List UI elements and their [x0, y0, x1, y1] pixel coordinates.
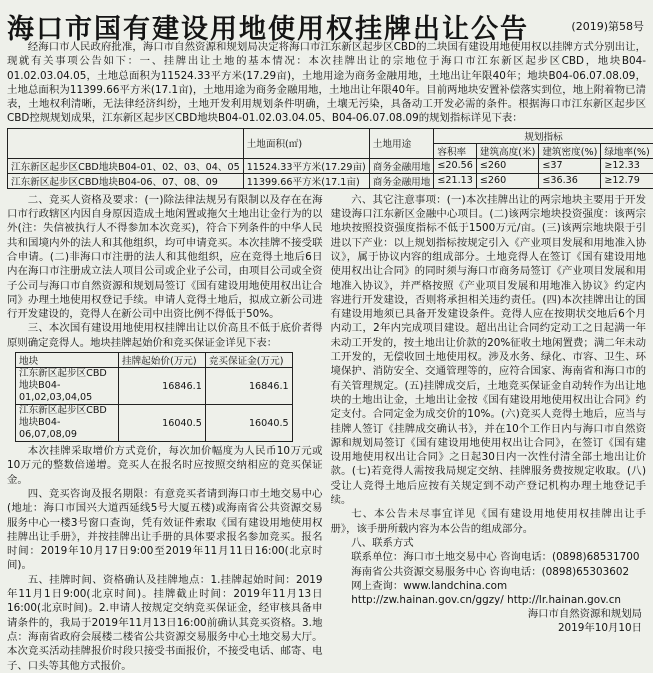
table-cell: ≤260	[476, 173, 538, 188]
website-line-2[interactable]: http://zw.hainan.gov.cn/ggzy/ http://lr.hainan.gov.cn	[331, 593, 647, 607]
table-header-cell: 容积率	[434, 143, 477, 158]
table-header-cell: 建筑密度(%)	[539, 143, 601, 158]
table-cell: 16846.1	[205, 368, 292, 405]
table-row	[16, 368, 293, 405]
section-5: 五、挂牌时间、资格确认及挂牌地点：1.挂牌起始时间：2019年11月1日9:00(北京时间)。挂牌截止时间：2019年11月13日16:00(北京时间)。2.申请人按规定交纳竞买保证金，经审核具备申请条件的，我局于2019年11月13日16:00前确认其竞买资格。3.地点：海南省政府会展楼二楼省公共资源交易服务中心土地交易大厅。本次竞买活动挂牌报价时段只接受书面报价，不接受电话、邮寄、电子、口头等其他方式报价。	[7, 573, 323, 673]
left-column	[7, 193, 323, 673]
issue-date: 2019年10月10日	[331, 621, 643, 635]
table-cell: 江东新区起步区CBD地块B04-01、02、03、04、05	[8, 158, 244, 173]
table-cell: 江东新区起步区CBD地块B04-01,02,03,04,05	[16, 368, 119, 405]
table-header-cell: 地块	[16, 353, 119, 368]
table-cell: ≤21.13	[434, 173, 477, 188]
table-cell: ≤260	[476, 158, 538, 173]
intro-paragraph: 经海口市人民政府批准，海口市自然资源和规划局决定将海口市江东新区起步区CBD的二块国有建设用地使用权以挂牌方式分别出让，现就有关事项公告如下：一、挂牌出让土地的基本情况：本次挂牌出让的宗地位于海口市江东新区起步区CBD，地块B04-01.02.03.04.05，土地总面积为11524.33平方米(17.29亩)，土地用途为商务金融用地，土地出让年限40年；地块B04-06.07.08.09，土地总面积为11399.66平方米(17.1亩)，土地用途为商务金融用地，土地出让年限40年。目前两地块安置补偿落实到位，地上附着物已清表，土地权利清晰，无法律经济纠纷，土地开发利用规划条件明确，土壤无污染，具备动工开发必需的条件。根据海口市江东新区起步区CBD控规规划成果，江东新区起步区CBD地块B04-01.02.03.04.05、B04-06.07.08.09的规划指标详见下表：	[7, 40, 646, 126]
table-cell: ≤20.56	[434, 158, 477, 173]
table-cell: 商务金融用地	[369, 158, 434, 173]
table-header-cell: 挂牌起始价(万元)	[119, 353, 206, 368]
table-cell: ≤37	[539, 158, 601, 173]
page-title: 海口市国有建设用地使用权挂牌出让公告	[7, 7, 529, 46]
table-cell: ≤36.36	[539, 173, 601, 188]
issue-number: (2019)第58号	[571, 18, 644, 34]
section-2: 二、竞买人资格及要求：(一)除法律法规另有限制以及存在在海口市行政辖区内因自身原因造成土地闲置或拖欠土地出让金行为的以外(注：失信被执行人不得参加本次竞买)，符合下列条件的中华人民共和国境内外的法人和其他组织，均可申请竞买。本次挂牌不接受联合申请。(二)非海口市注册的法人和其他组织，应在竞得土地后6日内在海口市注册成立法人项目公司或企业子公司，由项目公司或全资子公司与海口市自然资源和规划局签订《国有建设用地使用权出让合同》办理土地使用权登记手续。申请人竞得土地后，拟成立新公司进行开发建设的，竞得人在新公司中出资比例不得低于50%。	[7, 193, 323, 322]
table-header-cell: 土地用途	[369, 128, 434, 158]
table-header-cell: 绿地率(%)	[601, 143, 653, 158]
section-3: 三、本次国有建设用地使用权挂牌出让以价高且不低于底价者得原则确定竞得人。地块挂牌起始价和竞买保证金详见下表：	[7, 321, 323, 350]
section-3b: 本次挂牌采取增价方式竞价，每次加价幅度为人民币10万元或10万元的整数倍递增。竞买人在报名时应按照交纳相应的竞买保证金。	[7, 444, 323, 487]
table-header-row	[16, 353, 293, 368]
issuing-organization: 海口市自然资源和规划局	[331, 607, 643, 621]
table-cell: ≥12.33	[601, 158, 653, 173]
table-header-cell: 竞买保证金(万元)	[205, 353, 292, 368]
section-8: 八、联系方式	[331, 536, 647, 550]
table-header-cell	[8, 128, 244, 158]
website-line-1[interactable]: 网上查询：www.landchina.com	[331, 579, 647, 593]
table-cell: ≥12.79	[601, 173, 653, 188]
table-header-row	[8, 128, 653, 143]
price-table	[15, 352, 293, 442]
planning-indicator-table	[7, 128, 653, 189]
section-6: 六、其它注意事项：(一)本次挂牌出让的两宗地块主要用于开发建设海口江东新区金融中心项目。(二)该两宗地块投资强度：该两宗地块按照投资强度指标不低于1500万元/亩。(三)该两宗地块限于引进以下产业：以上规划指标按规定引入《产业项目发展和用地准入协议》，属于协议内容的组成部分。土地竞得人在签订《国有建设用地使用权出让合同》的同时须与海口市商务局签订《产业项目发展和用地准入协议》，并严格按照《产业项目发展和用地准入协议》约定内容进行开发建设，否则将承担相关违约责任。(四)本次挂牌出让的国有建设用地须已具备开发建设条件。竞得人应在按期状交地后6个月内动工，2年内完成项目建设。超出出让合同约定动工之日起满一年未动工开发的，按土地出让价款的20%征收土地闲置费；满二年未动工开发的，无偿收回土地使用权。涉及水务、绿化、市容、卫生、环境保护、消防安全、交通管理等的，应符合国家、海南省和海口市的有关管理规定。(五)挂牌成交后，土地竞买保证金自动转作为出让地块的土地出让金，土地出让金按《国有建设用地使用权出让合同》约定支付。合同定金为成交价的10%。(六)竞买人竞得土地后，应当与挂牌人签订《挂牌成交确认书》，并在10个工作日内与海口市自然资源和规划局签订《国有建设用地使用权出让合同》，在签订《国有建设用地使用权出让合同》之日起30日内一次性付清全部土地出让价款。(七)若竞得人需按我局规定交纳、挂牌服务费按规定收取。(八)受让人竞得土地后应按有关规定到不动产登记机构办理土地登记手续。	[331, 193, 647, 508]
table-header-cell: 规划指标	[434, 128, 653, 143]
table-cell: 江东新区起步区CBD地块B04-06、07、08、09	[8, 173, 244, 188]
contact-line-2: 海南省公共资源交易服务中心 咨询电话：(0898)65303602	[331, 565, 647, 579]
right-column	[331, 193, 647, 673]
table-cell: 江东新区起步区CBD地块B04-06,07,08,09	[16, 405, 119, 442]
table-row	[16, 405, 293, 442]
section-4: 四、竞买咨询及报名期限：有意竞买者请到海口市土地交易中心(地址：海口市国兴大道西延线5号大厦五楼)或海南省公共资源交易服务中心一楼3号窗口查询，凭有效证件索取《国有建设用地使用权挂牌出让手册》，并按挂牌出让手册的具体要求报名参加竞买。报名时间：2019年10月17日9:00至2019年11月11日16:00(北京时间)。	[7, 487, 323, 573]
table-row	[8, 173, 653, 188]
section-7: 七、本公告未尽事宜详见《国有建设用地使用权挂牌出让手册》，该手册所载内容为本公告的组成部分。	[331, 507, 647, 536]
table-cell: 16040.5	[205, 405, 292, 442]
table-cell: 11399.66平方米(17.1亩)	[243, 173, 369, 188]
table-cell: 商务金融用地	[369, 173, 434, 188]
contact-line-1: 联系单位：海口市土地交易中心 咨询电话：(0898)68531700	[331, 550, 647, 564]
table-cell: 11524.33平方米(17.29亩)	[243, 158, 369, 173]
table-header-cell: 土地面积(㎡)	[243, 128, 369, 158]
table-cell: 16040.5	[119, 405, 206, 442]
title-row	[7, 4, 646, 40]
two-column-body	[7, 193, 646, 673]
table-row	[8, 158, 653, 173]
table-cell: 16846.1	[119, 368, 206, 405]
table-header-cell: 建筑高度(米)	[476, 143, 538, 158]
